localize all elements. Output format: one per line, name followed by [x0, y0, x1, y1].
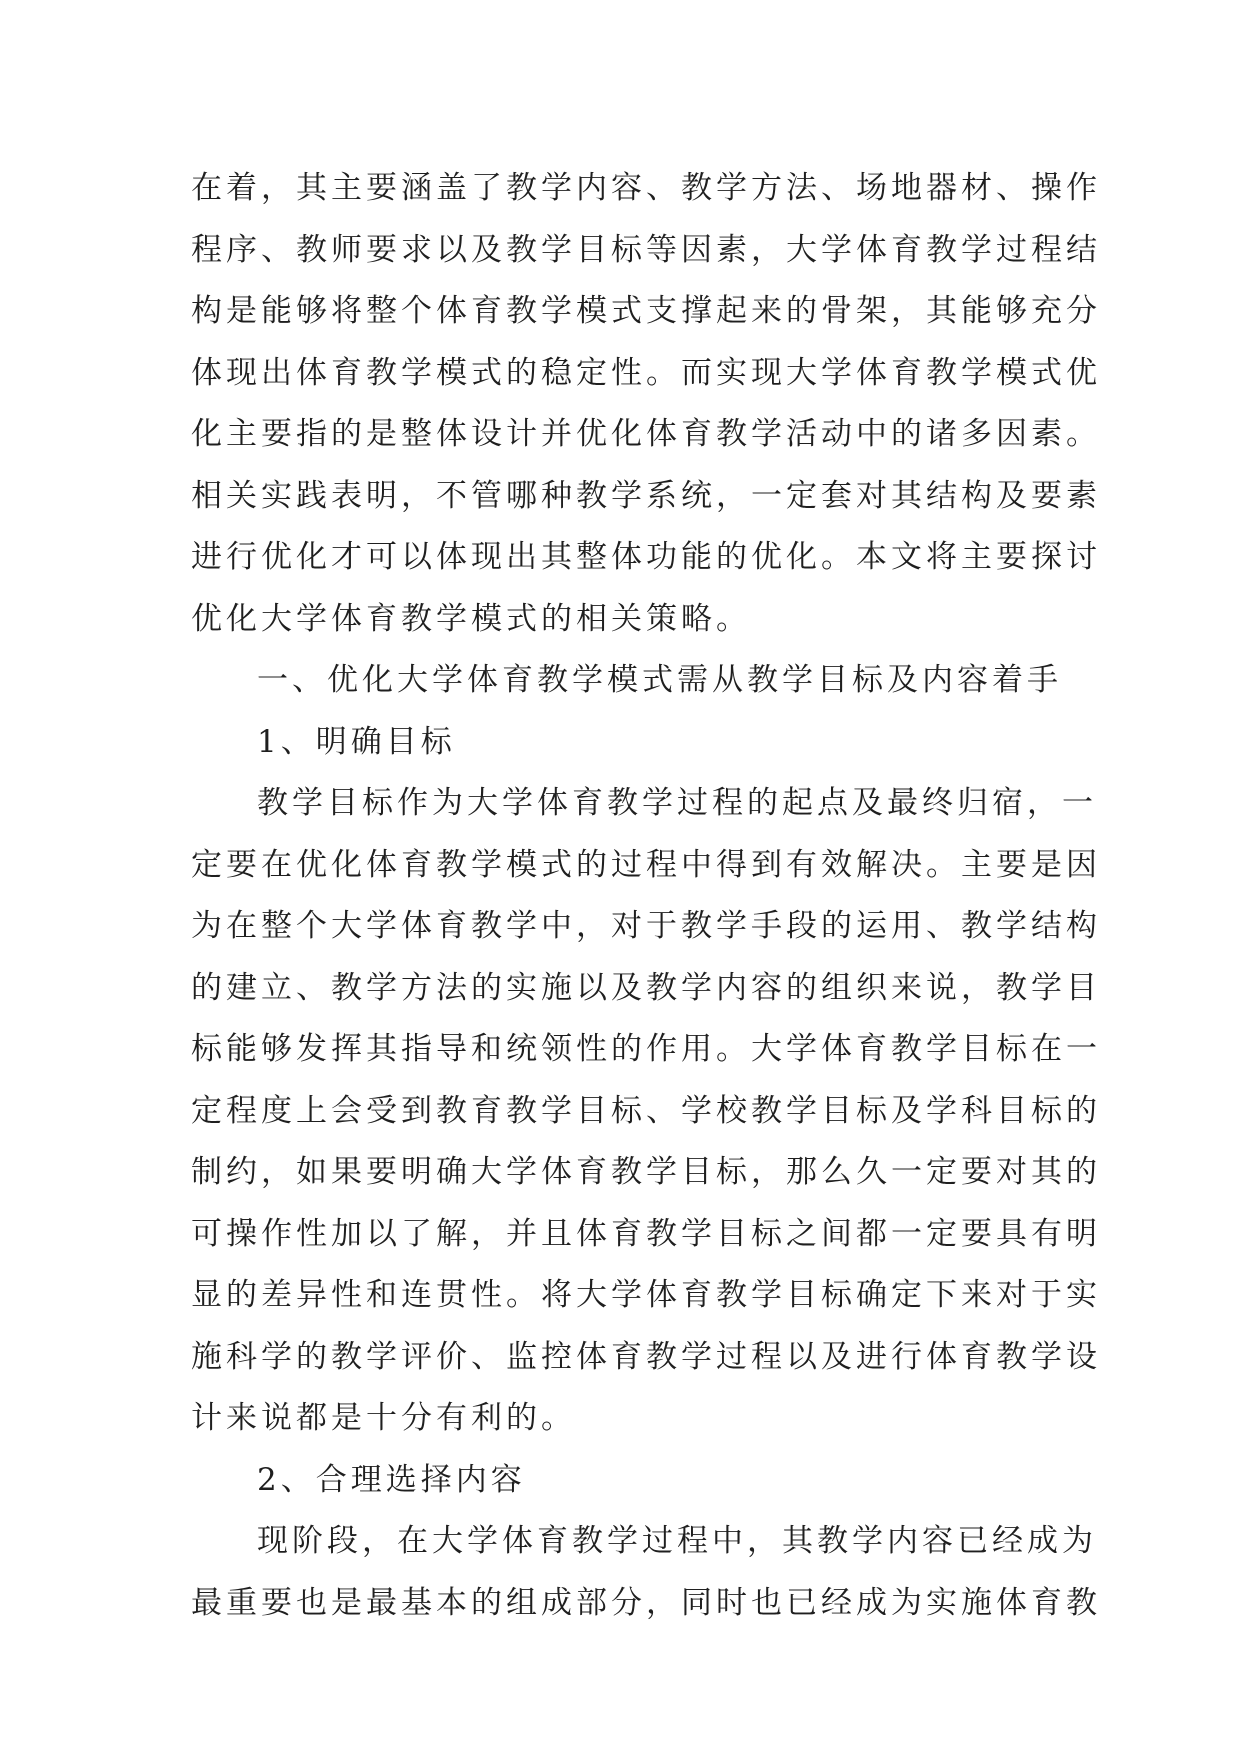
- text-line: 施科学的教学评价、监控体育教学过程以及进行体育教学设: [191, 1338, 1101, 1375]
- text-line: 为在整个大学体育教学中，对于教学手段的运用、教学结构: [191, 908, 1101, 944]
- text-line: 进行优化才可以体现出其整体功能的优化。本文将主要探讨: [191, 539, 1101, 575]
- text-line: 最重要也是最基本的组成部分，同时也已经成为实施体育教: [191, 1584, 1101, 1621]
- paragraph-first-line: 1、明确目标: [257, 723, 456, 760]
- text-line: 计来说都是十分有利的。: [191, 1400, 576, 1436]
- text-line: 化主要指的是整体设计并优化体育教学活动中的诸多因素。: [191, 416, 1101, 452]
- text-line: 优化大学体育教学模式的相关策略。: [191, 600, 751, 637]
- text-line: 显的差异性和连贯性。将大学体育教学目标确定下来对于实: [191, 1277, 1101, 1313]
- body-text: [191, 158, 1101, 1634]
- text-line: 程序、教师要求以及教学目标等因素，大学体育教学过程结: [191, 231, 1101, 268]
- paragraph-first-line: 教学目标作为大学体育教学过程的起点及最终归宿，一: [257, 785, 1097, 821]
- text-line: 体现出体育教学模式的稳定性。而实现大学体育教学模式优: [191, 354, 1101, 391]
- text-line: 的建立、教学方法的实施以及教学内容的组织来说，教学目: [191, 969, 1101, 1006]
- paragraph-first-line: 2、合理选择内容: [257, 1461, 526, 1498]
- text-line: 构是能够将整个体育教学模式支撑起来的骨架，其能够充分: [191, 293, 1101, 329]
- paragraph-first-line: 现阶段，在大学体育教学过程中，其教学内容已经成为: [257, 1523, 1097, 1559]
- paragraph-first-line: 一、优化大学体育教学模式需从教学目标及内容着手: [257, 662, 1062, 698]
- text-line: 制约，如果要明确大学体育教学目标，那么久一定要对其的: [191, 1154, 1101, 1190]
- text-line: 标能够发挥其指导和统领性的作用。大学体育教学目标在一: [191, 1031, 1101, 1067]
- text-line: 在着，其主要涵盖了教学内容、教学方法、场地器材、操作: [191, 170, 1101, 206]
- text-line: 相关实践表明，不管哪种教学系统，一定套对其结构及要素: [191, 477, 1101, 514]
- text-line: 定程度上会受到教育教学目标、学校教学目标及学科目标的: [191, 1092, 1101, 1129]
- text-line: 可操作性加以了解，并且体育教学目标之间都一定要具有明: [191, 1215, 1101, 1252]
- text-line: 定要在优化体育教学模式的过程中得到有效解决。主要是因: [191, 846, 1101, 883]
